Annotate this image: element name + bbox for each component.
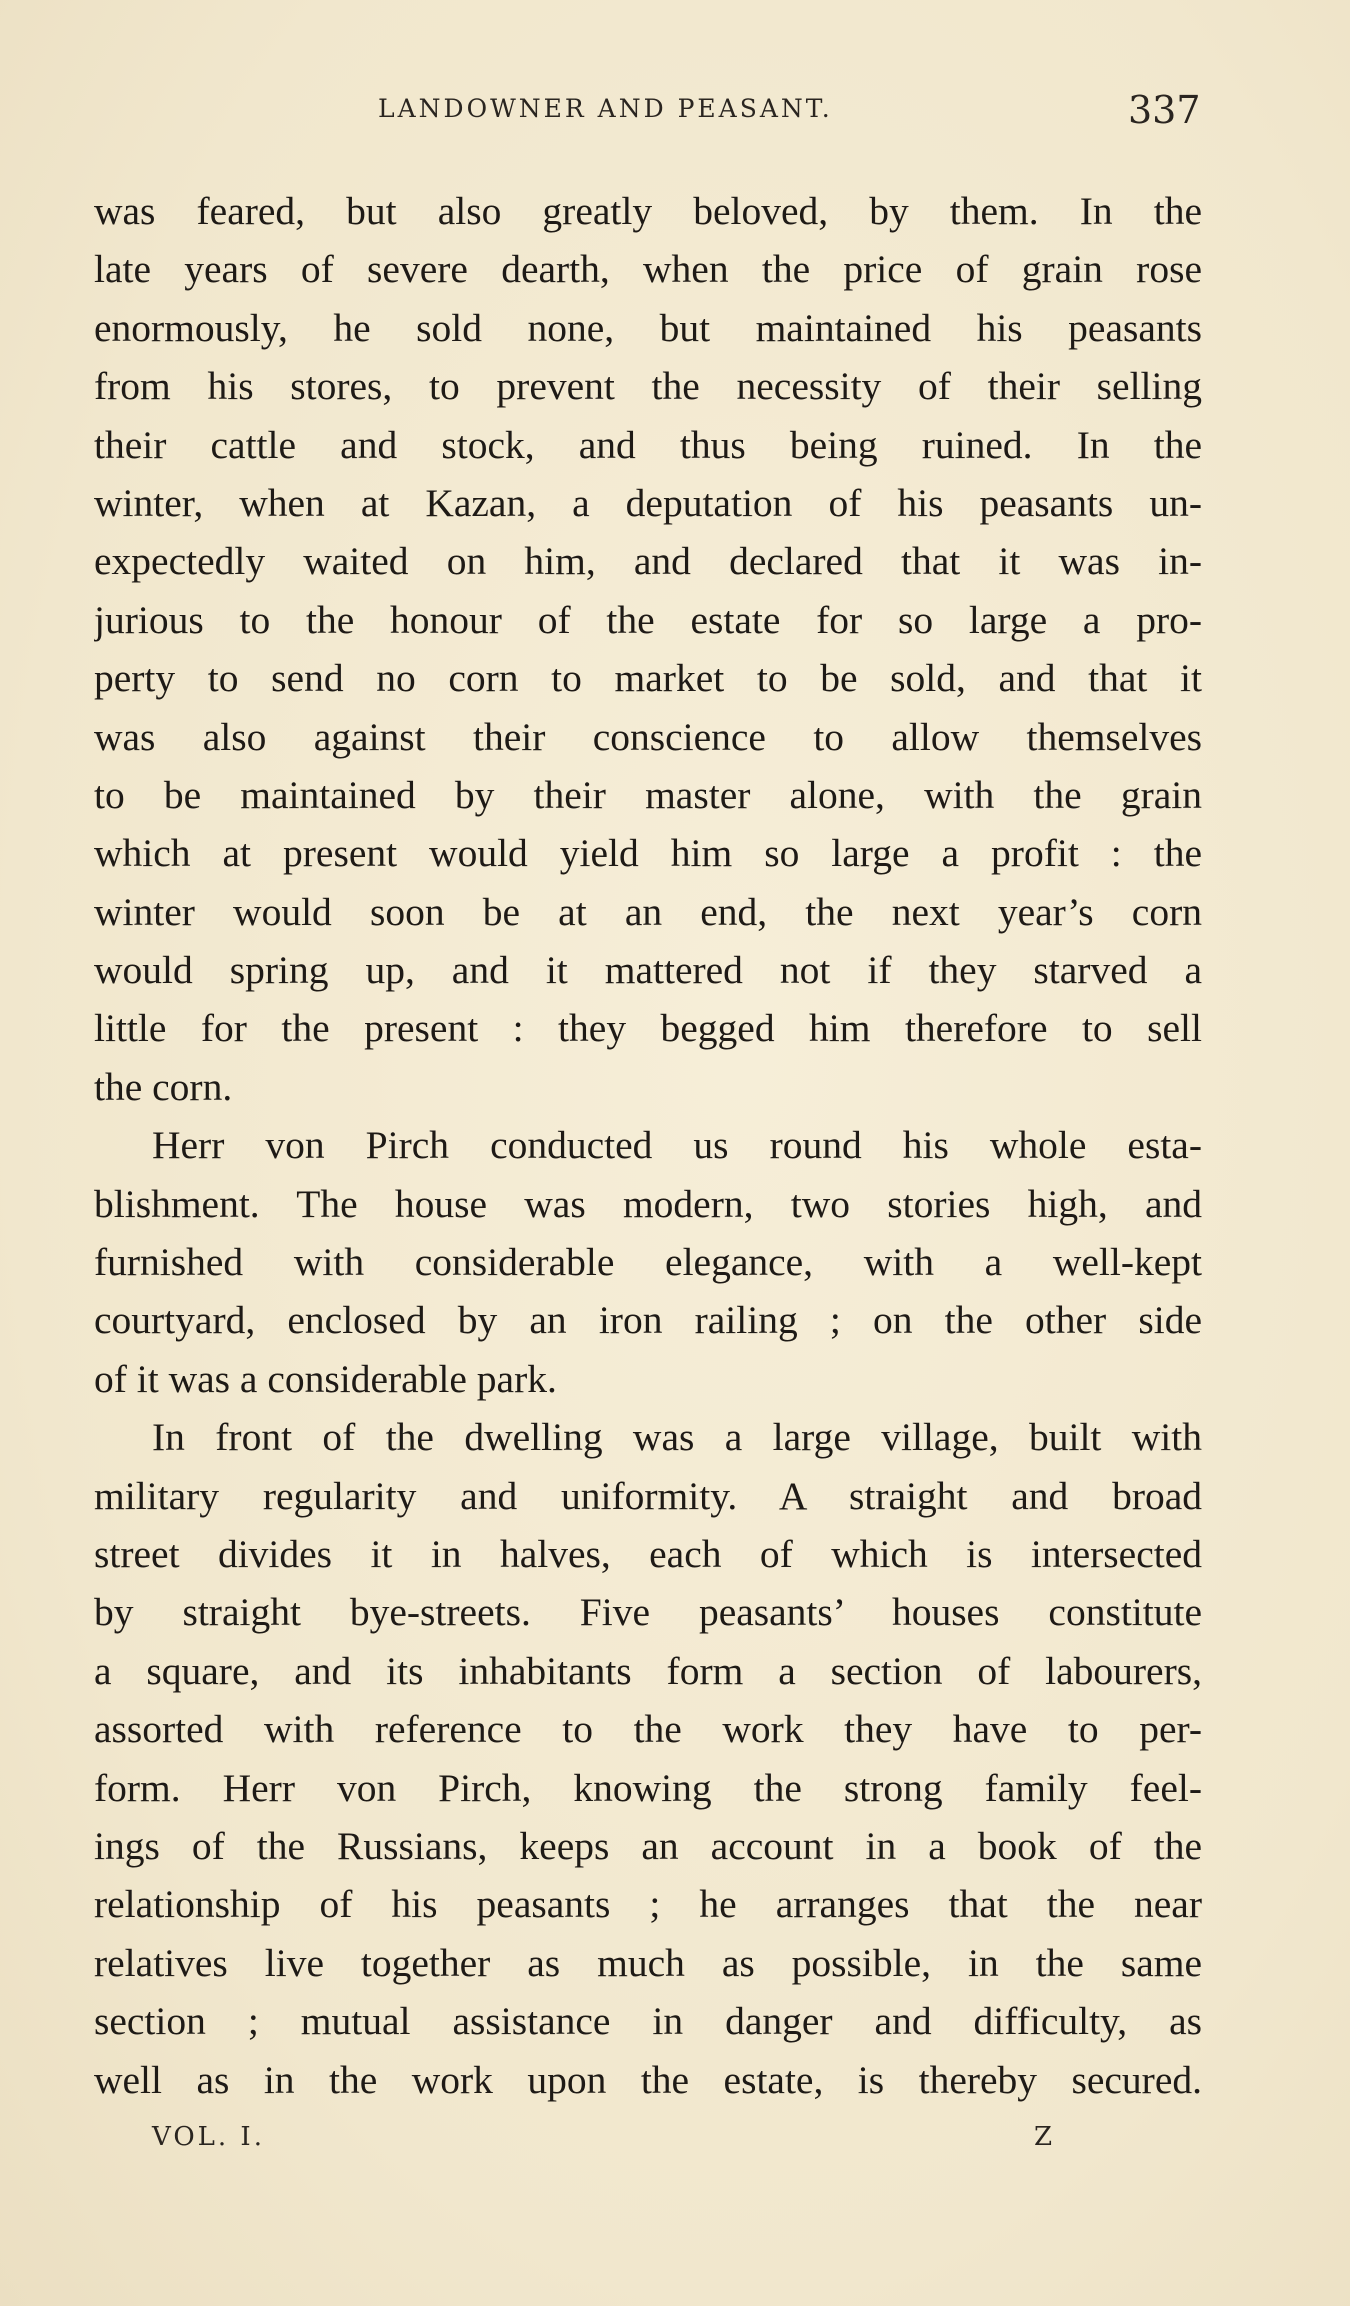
text-line: winter, when at Kazan, a deputation of his peasants un-	[94, 480, 1202, 525]
page-footer	[0, 2122, 1350, 2162]
text-line: enormously, he sold none, but maintained his peasants	[94, 305, 1202, 350]
text-line: was also against their conscience to allow themselves	[94, 714, 1202, 759]
text-line: was feared, but also greatly beloved, by them. In the	[94, 189, 1202, 233]
text-line: form. Herr von Pirch, knowing the strong family feel-	[94, 1765, 1202, 1810]
text-line: a square, and its inhabitants form a section of labourers,	[94, 1648, 1202, 1693]
page-number: 337	[1128, 88, 1201, 132]
text-line: perty to send no corn to market to be sold, and that it	[94, 656, 1202, 701]
volume-signature: VOL. I.	[152, 2122, 265, 2152]
text-line: their cattle and stock, and thus being ruined. In the	[94, 422, 1202, 467]
text-line: section ; mutual assistance in danger and difficulty, as	[94, 1999, 1202, 2044]
running-head	[0, 88, 1350, 132]
paragraph-start-line: Herr von Pirch conducted us round his whole esta-	[152, 1123, 1202, 1168]
paragraph-end-line: the corn.	[94, 1064, 233, 1109]
text-line: would spring up, and it mattered not if they starved a	[94, 948, 1202, 993]
body-text	[94, 182, 1202, 2109]
text-line: courtyard, enclosed by an iron railing ; on the other side	[94, 1298, 1202, 1343]
text-line: blishment. The house was modern, two stories high, and	[94, 1181, 1202, 1226]
gathering-signature: Z	[1034, 2122, 1053, 2152]
text-line: furnished with considerable elegance, with a well-kept	[94, 1240, 1202, 1285]
text-line: ings of the Russians, keeps an account in a book of the	[94, 1823, 1202, 1868]
running-title: LANDOWNER AND PEASANT.	[378, 94, 833, 123]
text-line: jurious to the honour of the estate for so large a pro-	[94, 597, 1202, 642]
text-line: by straight bye-streets. Five peasants’ houses constitute	[94, 1590, 1202, 1635]
paragraph-start-line: In front of the dwelling was a large village, built with	[152, 1415, 1202, 1460]
text-line: late years of severe dearth, when the price of grain rose	[94, 247, 1202, 292]
paragraph-end-line: of it was a considerable park.	[94, 1356, 557, 1401]
text-line: military regularity and uniformity. A straight and broad	[94, 1473, 1202, 1518]
text-line: relationship of his peasants ; he arranges that the near	[94, 1882, 1202, 1927]
text-line: which at present would yield him so large a profit : the	[94, 831, 1202, 876]
text-line: assorted with reference to the work they have to per-	[94, 1707, 1202, 1752]
text-line: well as in the work upon the estate, is thereby secured.	[94, 2057, 1202, 2102]
text-line: winter would soon be at an end, the next year’s corn	[94, 889, 1202, 934]
text-line: little for the present : they begged him therefore to sell	[94, 1006, 1202, 1051]
text-line: from his stores, to prevent the necessity of their selling	[94, 364, 1202, 409]
text-line: relatives live together as much as possible, in the same	[94, 1940, 1202, 1985]
text-line: street divides it in halves, each of which is intersected	[94, 1531, 1202, 1576]
text-line: to be maintained by their master alone, with the grain	[94, 772, 1202, 817]
text-line: expectedly waited on him, and declared that it was in-	[94, 539, 1202, 584]
